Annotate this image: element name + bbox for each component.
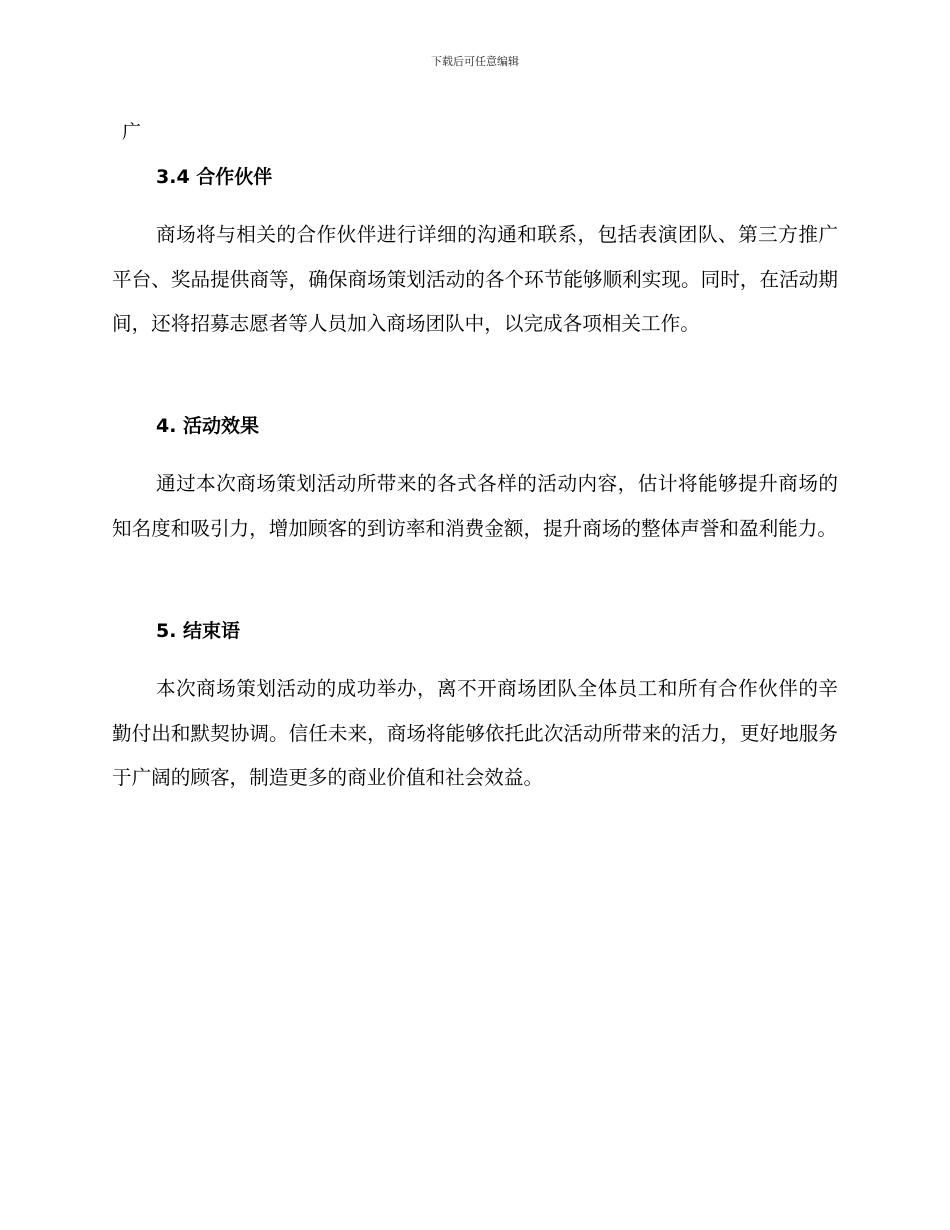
section-heading-partners: 3.4 合作伙伴 [156,166,273,188]
section-heading-effect: 4. 活动效果 [156,415,260,437]
continuation-text: 广 [122,121,142,143]
section-paragraph-partners: 商场将与相关的合作伙伴进行详细的沟通和联系，包括表演团队、第三方推广平台、奖品提供商等，确保商场策划活动的各个环节能够顺利实现。同时，在活动期间，还将招募志愿者等人员加入商场团队中，以完成各项相关工作。 [112,223,838,335]
page-header-note: 下载后可任意编辑 [431,55,519,68]
section-paragraph-effect: 通过本次商场策划活动所带来的各式各样的活动内容，估计将能够提升商场的知名度和吸引力，增加顾客的到访率和消费金额，提升商场的整体声誉和盈利能力。 [112,472,838,540]
section-paragraph-conclusion: 本次商场策划活动的成功举办，离不开商场团队全体员工和所有合作伙伴的辛勤付出和默契协调。信任未来，商场将能够依托此次活动所带来的活力，更好地服务于广阔的顾客，制造更多的商业价值和社会效益。 [112,677,838,789]
section-heading-conclusion: 5. 结束语 [156,620,241,642]
